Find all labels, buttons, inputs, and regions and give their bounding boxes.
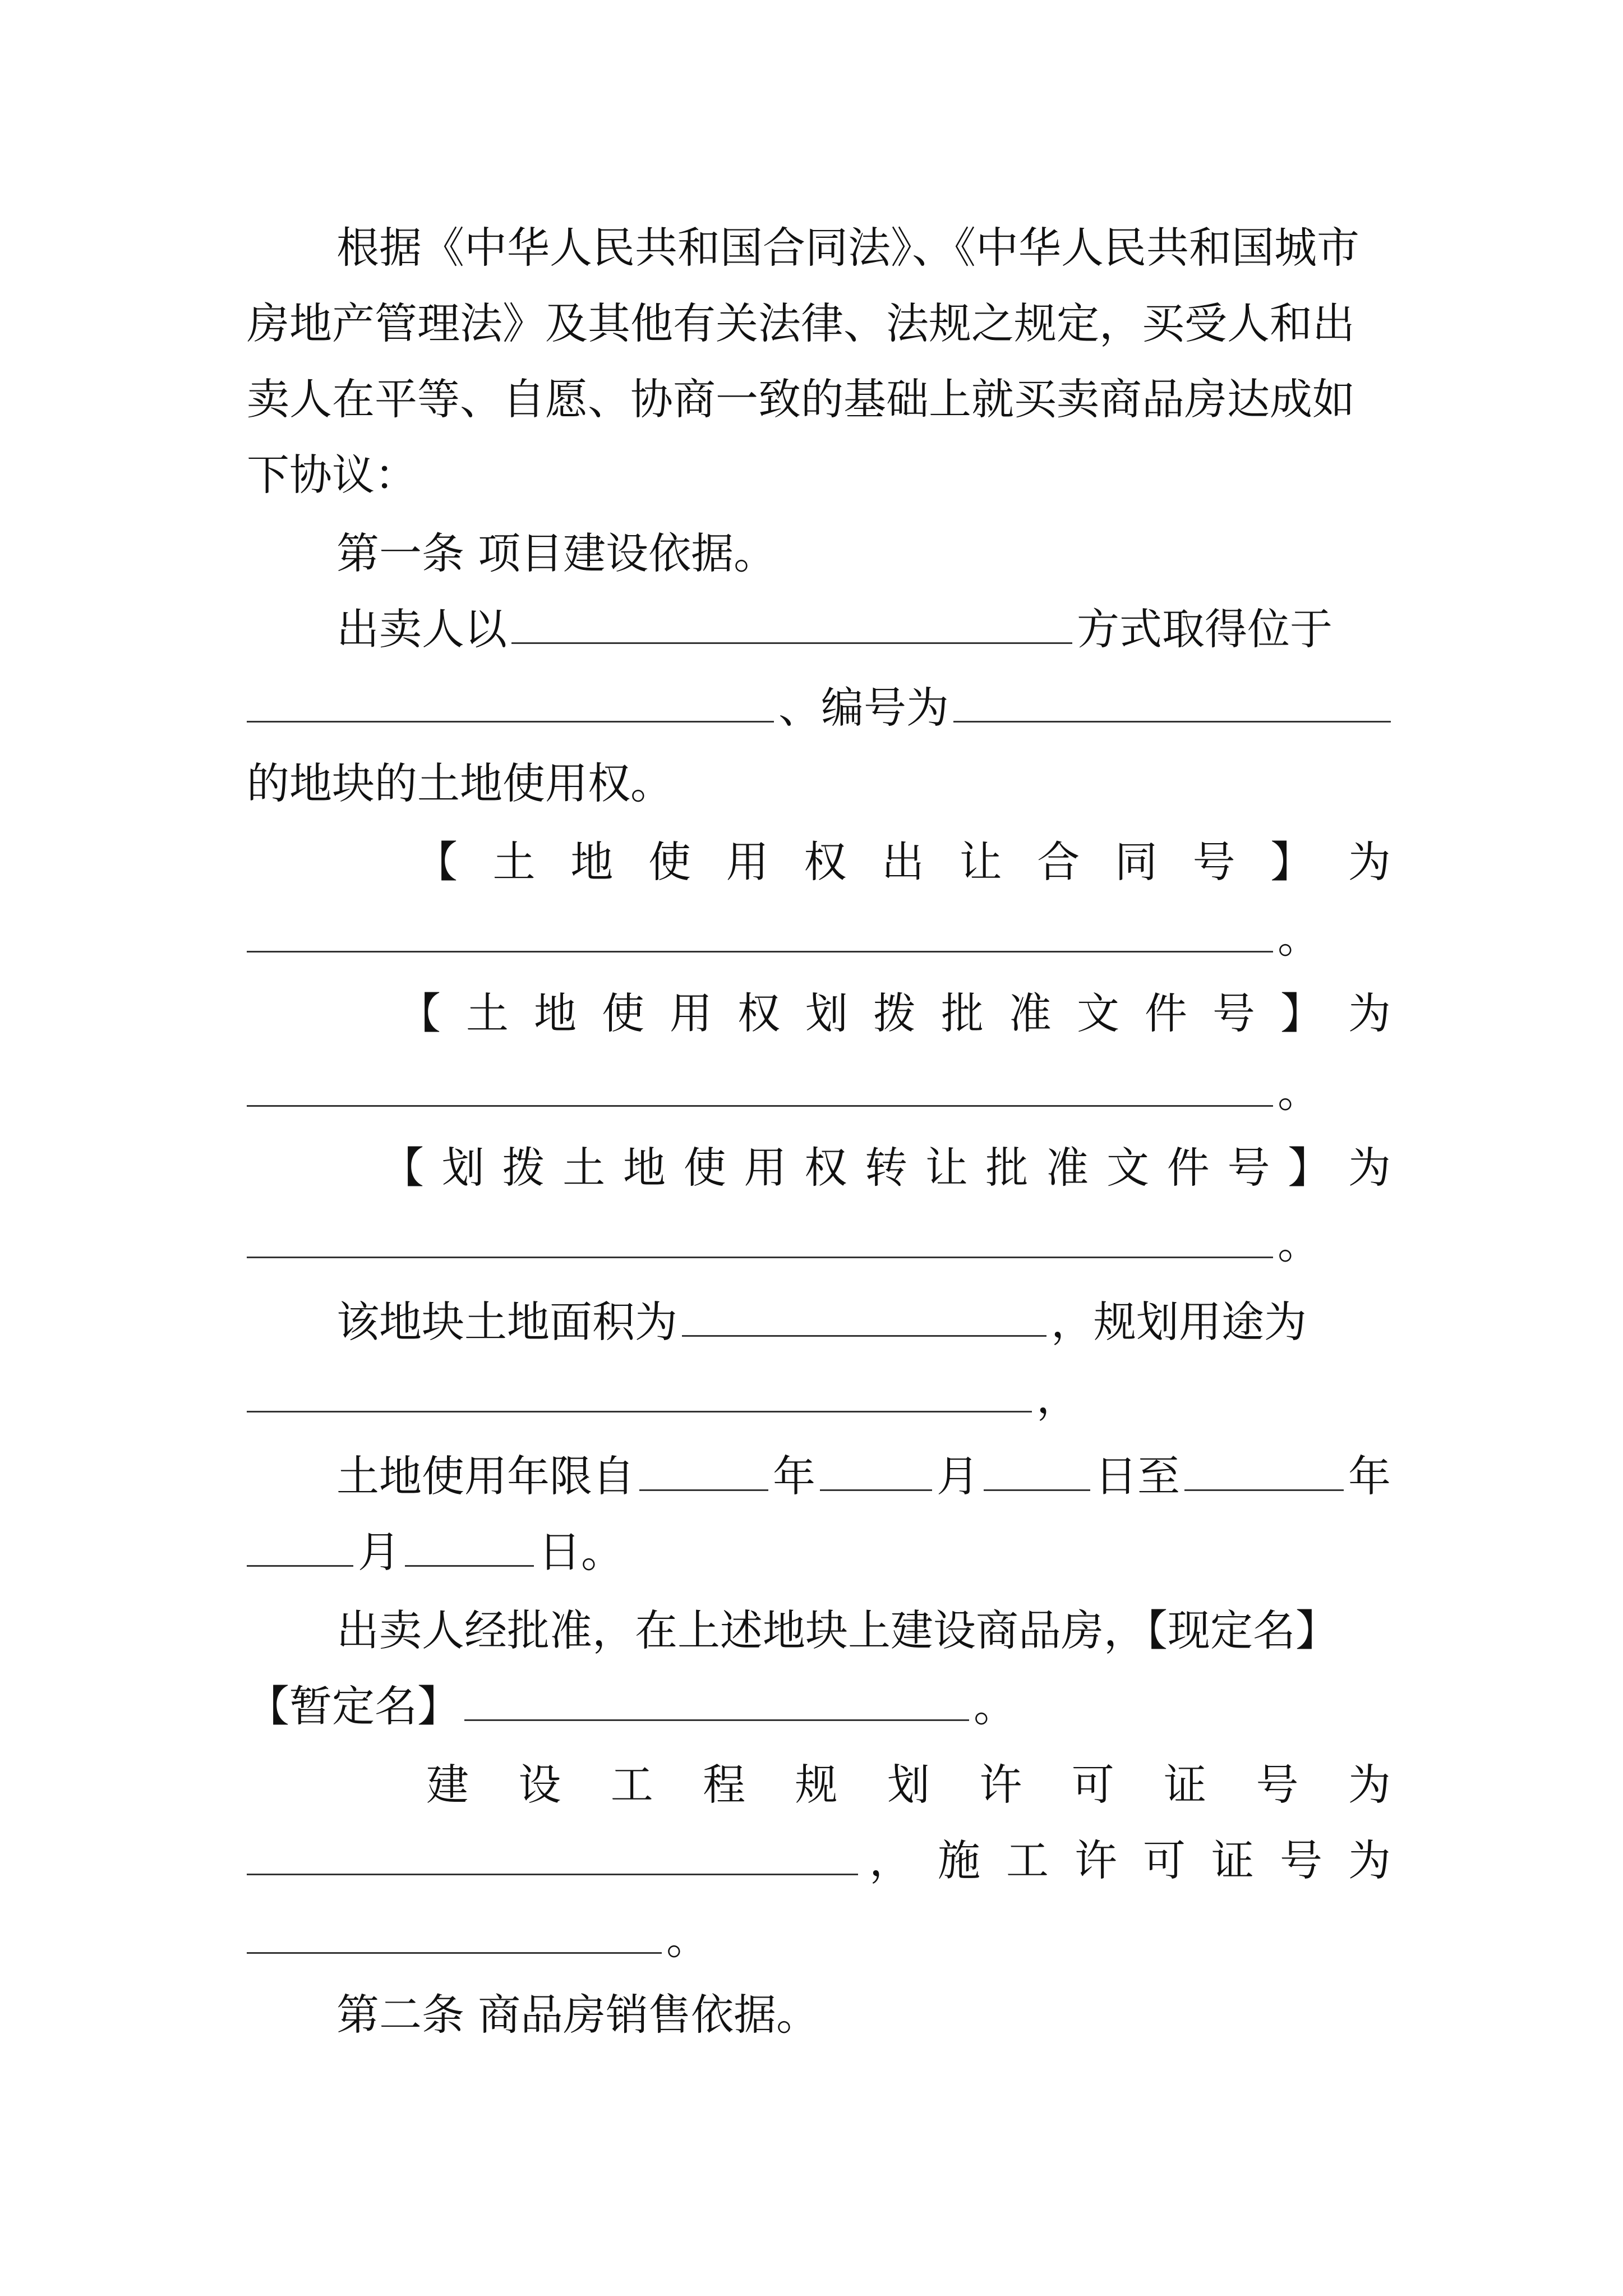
label-char: 号 [1227,1142,1270,1193]
year-label: 年 [773,1451,815,1501]
label-char: 土 [492,836,536,887]
allocation-transfer-number-blank[interactable] [247,1222,1273,1258]
allocation-doc-label [398,976,1391,1043]
label-char: 拨 [873,988,916,1038]
label-char: 划 [441,1142,485,1193]
label-char: 【 [398,988,441,1038]
end-year-blank[interactable] [1184,1455,1344,1491]
year-label: 年 [1348,1451,1391,1501]
label-char: 文 [1077,988,1119,1038]
label-char: 可 [1143,1835,1186,1885]
label-char: 用 [744,1142,787,1193]
label-char: 地 [570,836,614,887]
label-char: 号 [1256,1759,1299,1810]
term-prefix: 土地使用年限自 [336,1451,635,1501]
day-end-label: 日。 [538,1526,624,1577]
label-char: 转 [865,1142,907,1193]
construction-permit-number-blank[interactable] [247,1917,662,1954]
label-char: 号 [1212,988,1255,1038]
label-char: 】 [1288,1142,1331,1193]
build-line-2 [247,1669,1391,1736]
number-label: 、编号为 [778,682,949,733]
period: 。 [666,1913,709,1964]
label-char: 程 [703,1759,746,1810]
label-char: 为 [1348,836,1391,887]
label-char: 设 [518,1759,561,1810]
label-char: 【 [381,1142,424,1193]
allocation-transfer-label [381,1130,1391,1198]
location-blank[interactable] [247,686,774,723]
label-char: 许 [979,1759,1022,1810]
area-label: 该地块土地面积为 [336,1296,677,1347]
label-char: 规 [795,1759,838,1810]
label-char: 使 [648,836,691,887]
label-char: 同 [1114,836,1158,887]
label-char: 为 [1348,1142,1391,1193]
planned-use-blank[interactable] [247,1376,1032,1412]
label-char: 为 [1348,1759,1391,1810]
tentative-name-label: 【暂定名】 [247,1681,460,1731]
label-char: 工 [1006,1835,1049,1885]
allocation-doc-blank-line [247,1055,1391,1122]
transfer-contract-number-blank[interactable] [247,916,1273,953]
label-char: 为 [1348,988,1391,1038]
label-char: 施 [938,1835,980,1885]
permit-blank-line [247,1823,1391,1890]
label-char: 使 [683,1142,726,1193]
label-char: 】 [1280,988,1323,1038]
label-char: 】 [1270,836,1313,887]
label-char: 让 [925,1142,968,1193]
label-char: 号 [1280,1835,1322,1885]
project-name-blank[interactable] [464,1685,969,1721]
term-line [336,1439,1391,1506]
label-char: 使 [602,988,644,1038]
label-char: 件 [1145,988,1187,1038]
label-char: 让 [959,836,1002,887]
label-char: 工 [610,1759,653,1810]
start-month-blank[interactable] [820,1455,932,1491]
article-2-heading: 第二条 商品房销售依据。 [336,1989,819,2040]
label-char: 建 [426,1759,469,1810]
month-label: 月 [358,1526,400,1577]
label-char: 用 [670,988,712,1038]
label-char: ， [869,1835,912,1885]
acquire-suffix: 方式取得位于 [1077,604,1332,654]
label-char: 【 [415,836,458,887]
label-char: 划 [887,1759,930,1810]
period: 。 [974,1681,1016,1731]
label-char: 证 [1164,1759,1207,1810]
construction-permit-label [869,1826,1391,1888]
period: 。 [1278,1218,1320,1268]
build-line-1: 出卖人经批准，在上述地块上建设商品房，【现定名】 [336,1605,1338,1655]
parcel-number-blank[interactable] [953,686,1391,723]
use-label: ，规划用途为 [1051,1296,1307,1347]
label-char: 证 [1211,1835,1254,1885]
label-char: 土 [466,988,509,1038]
period: 。 [1278,912,1320,963]
construction-permit-blank-line [247,1902,1391,1969]
label-char: 批 [985,1142,1029,1193]
start-day-blank[interactable] [984,1455,1090,1491]
label-char: 号 [1192,836,1235,887]
label-char: 地 [623,1142,666,1193]
label-char: 用 [726,836,769,887]
planning-permit-number-blank[interactable] [247,1839,858,1875]
label-char: 出 [881,836,924,887]
land-area-blank[interactable] [682,1300,1046,1337]
intro-line-2: 房地产管理法》及其他有关法律、法规之规定，买受人和出 [247,298,1355,348]
intro-line-1: 根据《中华人民共和国合同法》、《中华人民共和国城市 [336,222,1359,273]
label-char: 权 [804,1142,847,1193]
label-char: 权 [804,836,847,887]
label-char: 土 [562,1142,606,1193]
label-char: 文 [1106,1142,1149,1193]
end-month-blank[interactable] [247,1530,353,1567]
label-char: 许 [1075,1835,1117,1885]
label-char: 地 [534,988,577,1038]
area-use-line [336,1285,1391,1352]
label-char: 划 [805,988,848,1038]
label-char: 合 [1037,836,1080,887]
planning-permit-label [426,1747,1391,1815]
allocation-doc-number-blank[interactable] [247,1070,1273,1107]
acquisition-method-blank[interactable] [511,608,1072,644]
transfer-contract-blank-line [247,900,1391,968]
label-char: 权 [737,988,780,1038]
transfer-contract-label [415,825,1391,892]
start-year-blank[interactable] [639,1455,768,1491]
period: 。 [1278,1066,1320,1117]
article-1-heading: 第一条 项目建设依据。 [336,528,777,578]
land-right-line: 的地块的土地使用权。 [247,758,673,808]
allocation-transfer-blank-line [247,1206,1391,1273]
label-char: 批 [941,988,984,1038]
day-to-label: 日至 [1095,1451,1180,1501]
acquisition-line [336,592,1391,659]
intro-line-3: 卖人在平等、自愿、协商一致的基础上就买卖商品房达成如 [247,374,1355,424]
month-label: 月 [937,1451,979,1501]
term-end-line [247,1515,1391,1582]
label-char: 准 [1009,988,1052,1038]
label-char: 拨 [502,1142,545,1193]
use-blank-line [247,1360,1391,1428]
intro-line-4: 下协议： [247,449,417,500]
label-char: 件 [1166,1142,1210,1193]
comma: ， [1036,1372,1079,1423]
location-number-line [247,670,1391,738]
label-char: 准 [1046,1142,1089,1193]
label-char: 可 [1071,1759,1114,1810]
end-day-blank[interactable] [405,1530,534,1567]
acquire-prefix: 出卖人以 [336,604,507,654]
label-char: 为 [1348,1835,1391,1885]
